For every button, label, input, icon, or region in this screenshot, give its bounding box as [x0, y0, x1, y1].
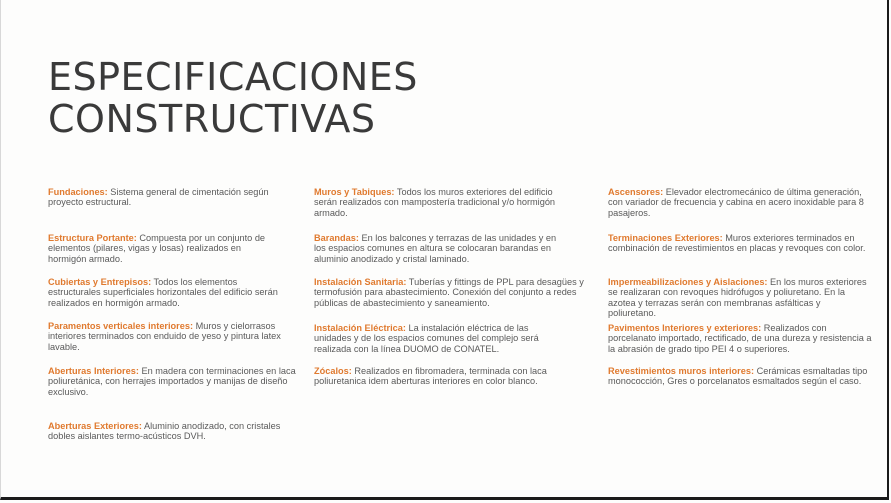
spec-label: Zócalos: — [314, 366, 352, 376]
spec-label: Instalación Eléctrica: — [314, 323, 406, 333]
spec-label: Muros y Tabiques: — [314, 187, 395, 197]
spec-text: Elevador electromecánico de última generación, con variador de frecuencia y cabina en acero inoxidable para 8 pasajeros. — [608, 187, 864, 218]
spec-text: Sistema general de cimentación según proyecto estructural. — [48, 187, 269, 208]
spec-text: Muros exteriores terminados en combinación de revestimientos en placas y revoques con color. — [608, 233, 866, 254]
spec-label: Aberturas Interiores: — [48, 366, 139, 376]
spec-label: Ascensores: — [608, 187, 664, 197]
spec-label: Aberturas Exteriores: — [48, 421, 142, 431]
spec-muros-tabiques — [314, 187, 576, 218]
page-title — [48, 56, 418, 140]
spec-ascensores — [608, 187, 864, 218]
spec-paramentos-verticales — [48, 321, 300, 352]
spec-label: Fundaciones: — [48, 187, 108, 197]
spec-text: En los balcones y terrazas de las unidades y en los espacios comunes en altura se colocaran barandas en aluminio anodizado y cristal laminado. — [314, 233, 557, 264]
spec-text: La instalación eléctrica de las unidades y de los espacios comunes del complejo será realizada con la línea DUOMO de CONATEL. — [314, 323, 539, 354]
title-line-2: CONSTRUCTIVAS — [48, 97, 376, 141]
spec-text: Muros y cielorrasos interiores terminados con enduido de yeso y pintura latex lavable. — [48, 321, 281, 352]
spec-label: Cubiertas y Entrepisos: — [48, 277, 152, 287]
spec-text: Tuberías y fittings de PPL para desagües y termofusión para abastecimiento. Conexión del conjunto a redes públicas de abastecimiento y saneamiento. — [314, 277, 584, 308]
spec-impermeabilizaciones — [608, 277, 870, 319]
spec-terminaciones-exteriores — [608, 233, 874, 254]
spec-aberturas-exteriores — [48, 421, 302, 442]
spec-label: Terminaciones Exteriores: — [608, 233, 723, 243]
spec-barandas — [314, 233, 559, 264]
spec-text: Cerámicas esmaltadas tipo monococción, Gres o porcelanatos esmaltados según el caso. — [608, 366, 868, 387]
title-line-1: ESPECIFICACIONES — [48, 55, 418, 99]
spec-label: Paramentos verticales interiores: — [48, 321, 194, 331]
spec-label: Revestimientos muros interiores: — [608, 366, 755, 376]
spec-instalacion-sanitaria — [314, 277, 598, 308]
spec-text: Todos los elementos estructurales superficiales horizontales del edificio serán realizados en hormigón armado. — [48, 277, 278, 308]
spec-label: Impermeabilizaciones y Aislaciones: — [608, 277, 768, 287]
spec-label: Barandas: — [314, 233, 359, 243]
spec-text: Compuesta por un conjunto de elementos (pilares, vigas y losas) realizados en hormigón armado. — [48, 233, 266, 264]
spec-text: En los muros exteriores se realizaran con revoques hidrófugos y poliuretano. En la azotea y terrazas serán con membranas asfálticas y poliuretano. — [608, 277, 867, 319]
spec-label: Pavimentos Interiores y exteriores: — [608, 323, 762, 333]
spec-pavimentos — [608, 323, 874, 354]
spec-label: Estructura Portante: — [48, 233, 137, 243]
spec-cubiertas-entrepisos — [48, 277, 288, 308]
spec-text: Realizados con porcelanato importado, rectificado, de una dureza y resistencia a la abrasión de grado tipo PEI 4 o superiores. — [608, 323, 872, 354]
spec-label: Instalación Sanitaria: — [314, 277, 407, 287]
spec-text: En madera con terminaciones en laca poliuretánica, con herrajes importados y manijas de diseño exclusivo. — [48, 366, 296, 397]
spec-revestimientos — [608, 366, 876, 387]
spec-text: Todos los muros exteriores del edificio serán realizados con mampostería tradicional y/o hormigón armado. — [314, 187, 556, 218]
spec-text: Realizados en fibromadera, terminada con laca poliuretanica idem aberturas interiores en color blanco. — [314, 366, 547, 387]
spec-text: Aluminio anodizado, con cristales dobles aislantes termo-acústicos DVH. — [48, 421, 281, 442]
spec-estructura-portante — [48, 233, 278, 264]
spec-fundaciones — [48, 187, 300, 208]
spec-instalacion-electrica — [314, 323, 554, 354]
spec-zocalos — [314, 366, 566, 387]
spec-aberturas-interiores — [48, 366, 300, 397]
